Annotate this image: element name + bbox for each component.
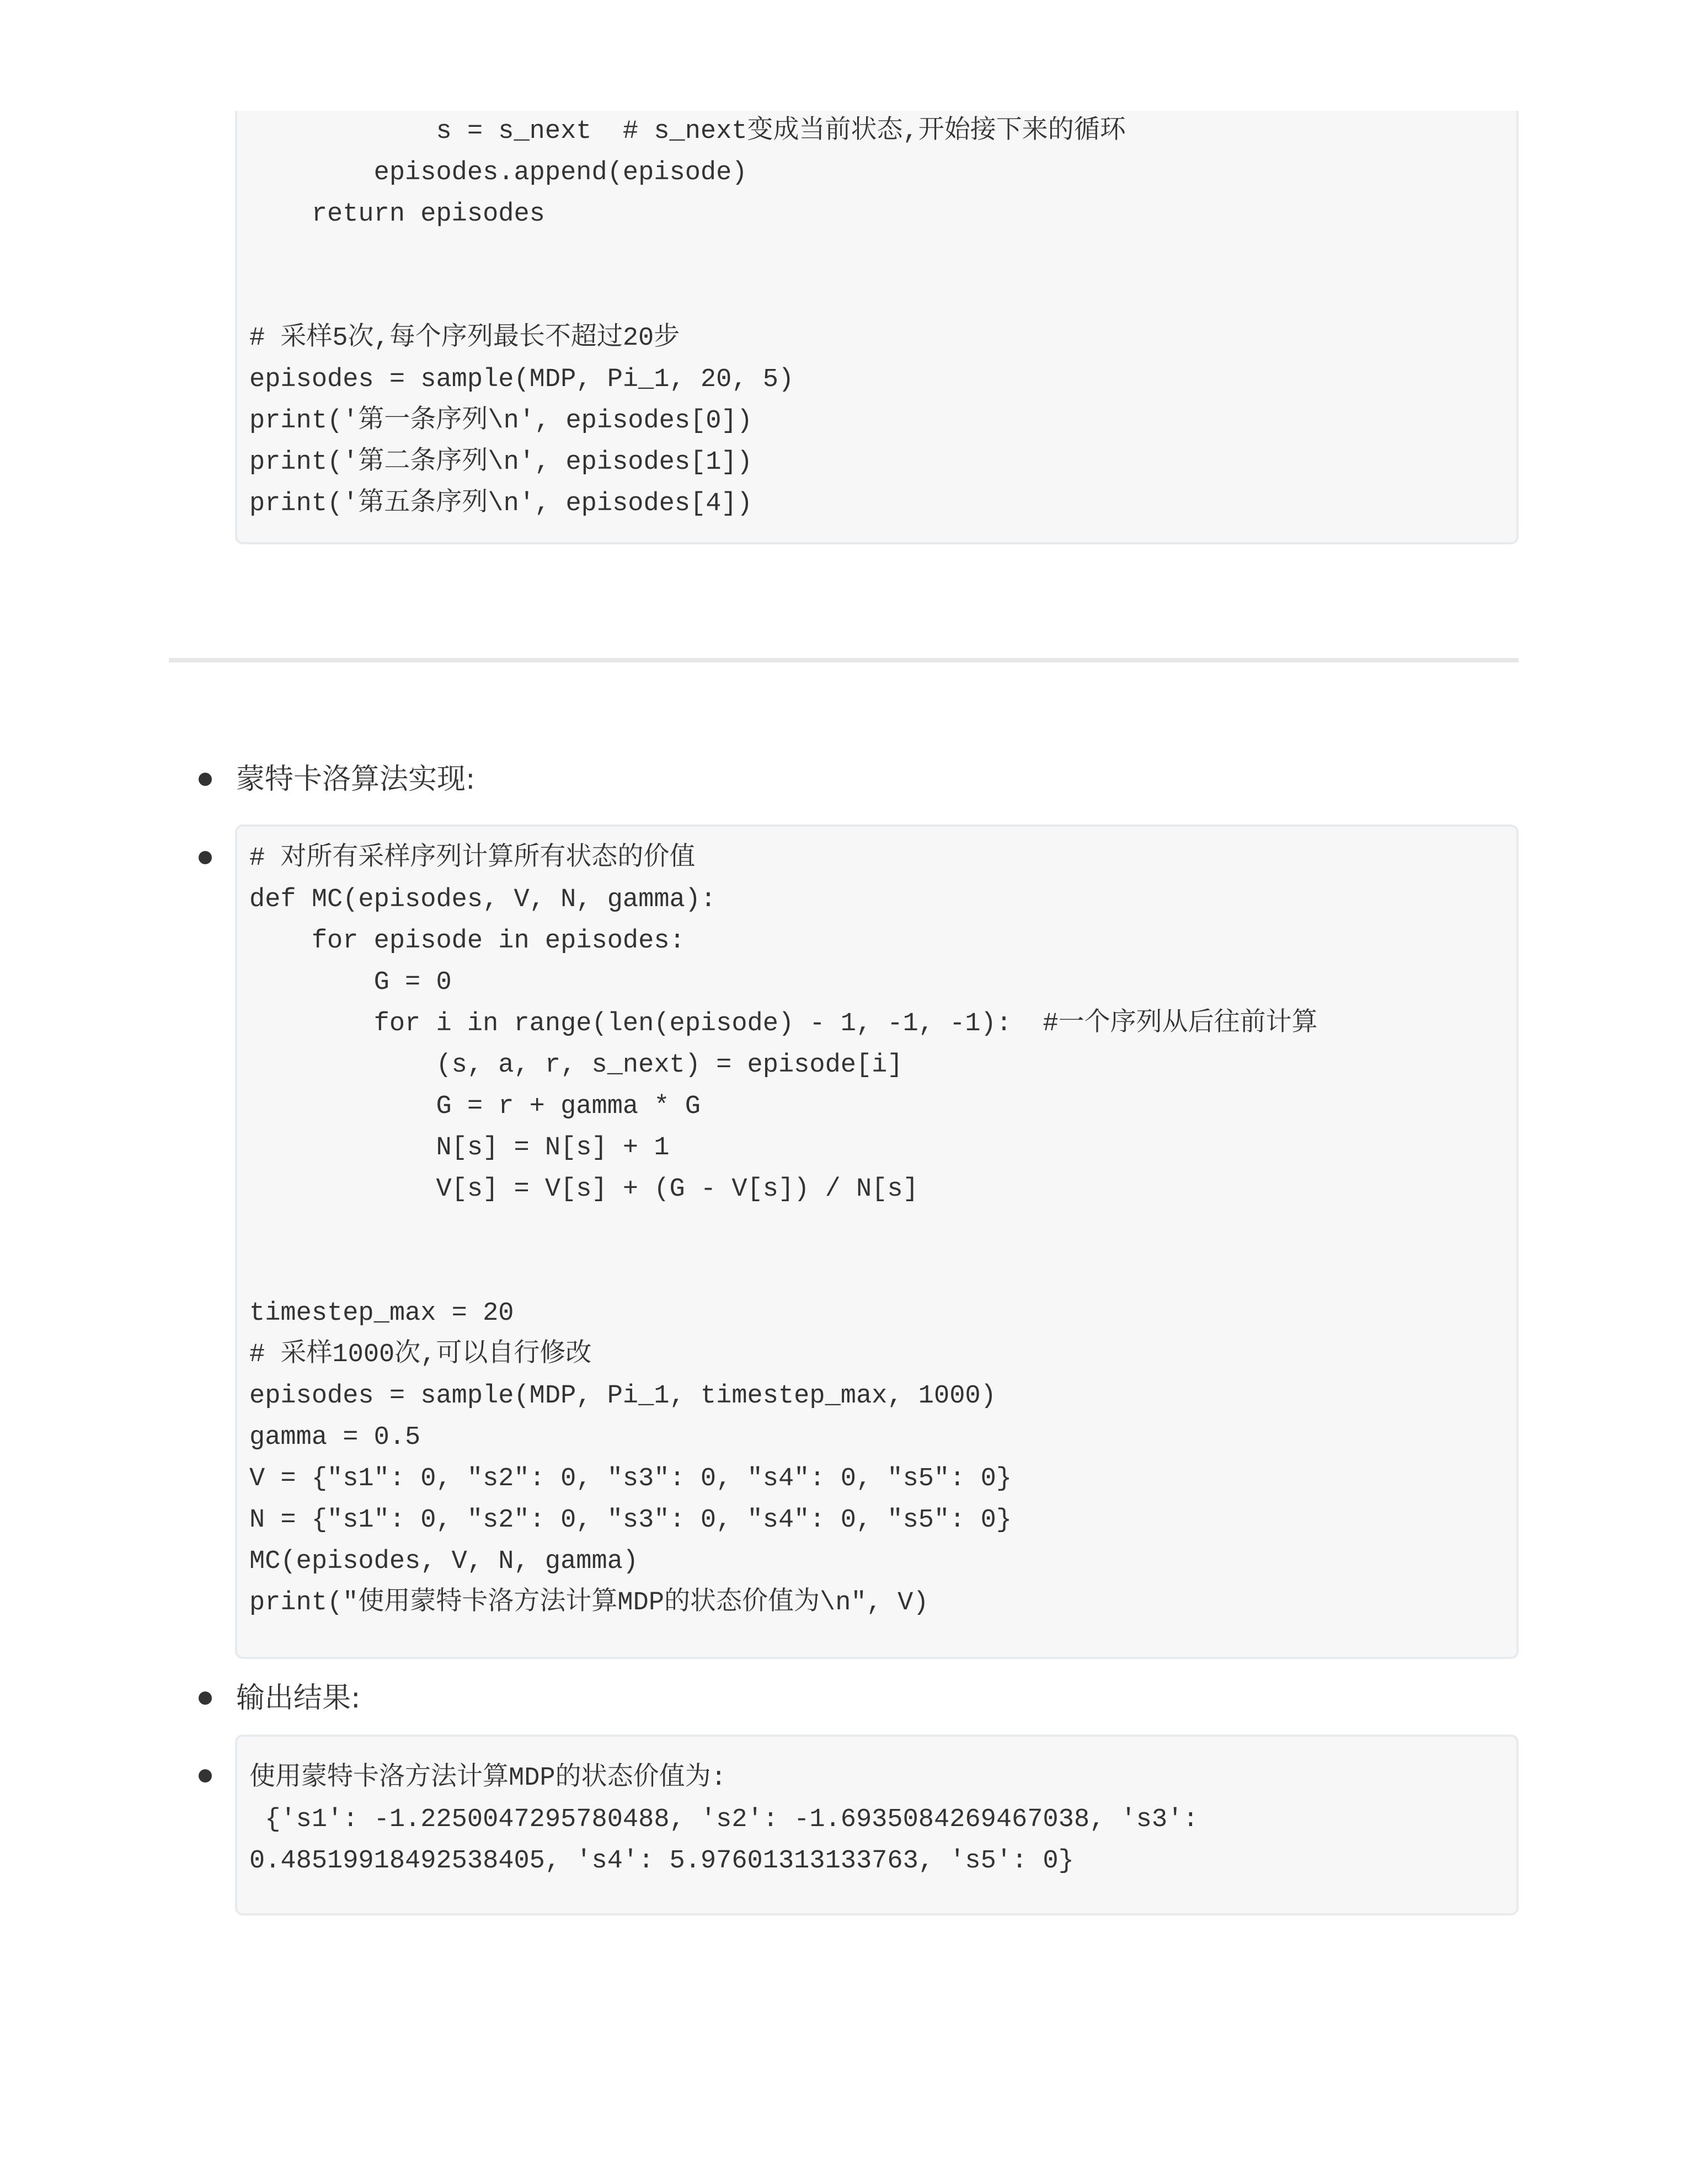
code-line: # 对所有采样序列计算所有状态的价值 bbox=[249, 844, 696, 873]
code-line: print('第二条序列\n', episodes[1]) bbox=[249, 448, 752, 477]
code-line: # 采样1000次,可以自行修改 bbox=[249, 1340, 592, 1369]
bullet-icon bbox=[199, 773, 212, 786]
output-line: {'s1': -1.2250047295780488, 's2': -1.6935084269467038, 's3': bbox=[249, 1805, 1199, 1834]
bullet-icon bbox=[199, 1769, 212, 1782]
code-line bbox=[249, 235, 1516, 276]
output-line: 使用蒙特卡洛方法计算MDP的状态价值为: bbox=[249, 1764, 727, 1793]
code-line: N = {"s1": 0, "s2": 0, "s3": 0, "s4": 0, "s5": 0} bbox=[249, 1506, 1012, 1535]
code-line: return episodes bbox=[249, 200, 545, 229]
code-line: episodes = sample(MDP, Pi_1, 20, 5) bbox=[249, 365, 794, 394]
code-line: print("使用蒙特卡洛方法计算MDP的状态价值为\n", V) bbox=[249, 1588, 929, 1618]
mc-section-label: 蒙特卡洛算法实现: bbox=[236, 763, 476, 796]
code-line: for episode in episodes: bbox=[249, 927, 685, 956]
code-line bbox=[249, 1251, 1516, 1293]
mc-code-block bbox=[235, 825, 1519, 1659]
bullet-icon bbox=[199, 851, 212, 864]
code-line: V = {"s1": 0, "s2": 0, "s3": 0, "s4": 0, "s5": 0} bbox=[249, 1464, 1012, 1494]
code-line: episodes.append(episode) bbox=[249, 158, 747, 188]
code-line: (s, a, r, s_next) = episode[i] bbox=[249, 1051, 903, 1080]
code-line: G = 0 bbox=[249, 968, 452, 997]
code-line bbox=[249, 276, 1516, 318]
code-line: s = s_next # s_next变成当前状态,开始接下来的循环 bbox=[249, 117, 1126, 146]
code-line: print('第一条序列\n', episodes[0]) bbox=[249, 406, 752, 436]
bullet-icon bbox=[199, 1691, 212, 1705]
output-block bbox=[235, 1735, 1519, 1915]
code-line: gamma = 0.5 bbox=[249, 1423, 421, 1452]
code-line: for i in range(len(episode) - 1, -1, -1): #一个序列从后往前计算 bbox=[249, 1009, 1318, 1039]
code-line: episodes = sample(MDP, Pi_1, timestep_max, 1000) bbox=[249, 1382, 996, 1411]
output-line: 0.48519918492538405, 's4': 5.97601313133763, 's5': 0} bbox=[249, 1846, 1074, 1876]
code-line: def MC(episodes, V, N, gamma): bbox=[249, 885, 717, 914]
code-line: G = r + gamma * G bbox=[249, 1092, 701, 1121]
code-line: V[s] = V[s] + (G - V[s]) / N[s] bbox=[249, 1175, 918, 1204]
code-line: timestep_max = 20 bbox=[249, 1299, 514, 1328]
code-line: print('第五条序列\n', episodes[4]) bbox=[249, 489, 752, 518]
code-line: MC(episodes, V, N, gamma) bbox=[249, 1547, 639, 1576]
horizontal-rule bbox=[169, 658, 1519, 662]
code-line bbox=[249, 1210, 1516, 1251]
sample-code-block bbox=[235, 111, 1519, 544]
output-section-label: 输出结果: bbox=[236, 1682, 361, 1715]
code-line: N[s] = N[s] + 1 bbox=[249, 1133, 670, 1163]
code-line: # 采样5次,每个序列最长不超过20步 bbox=[249, 324, 680, 353]
